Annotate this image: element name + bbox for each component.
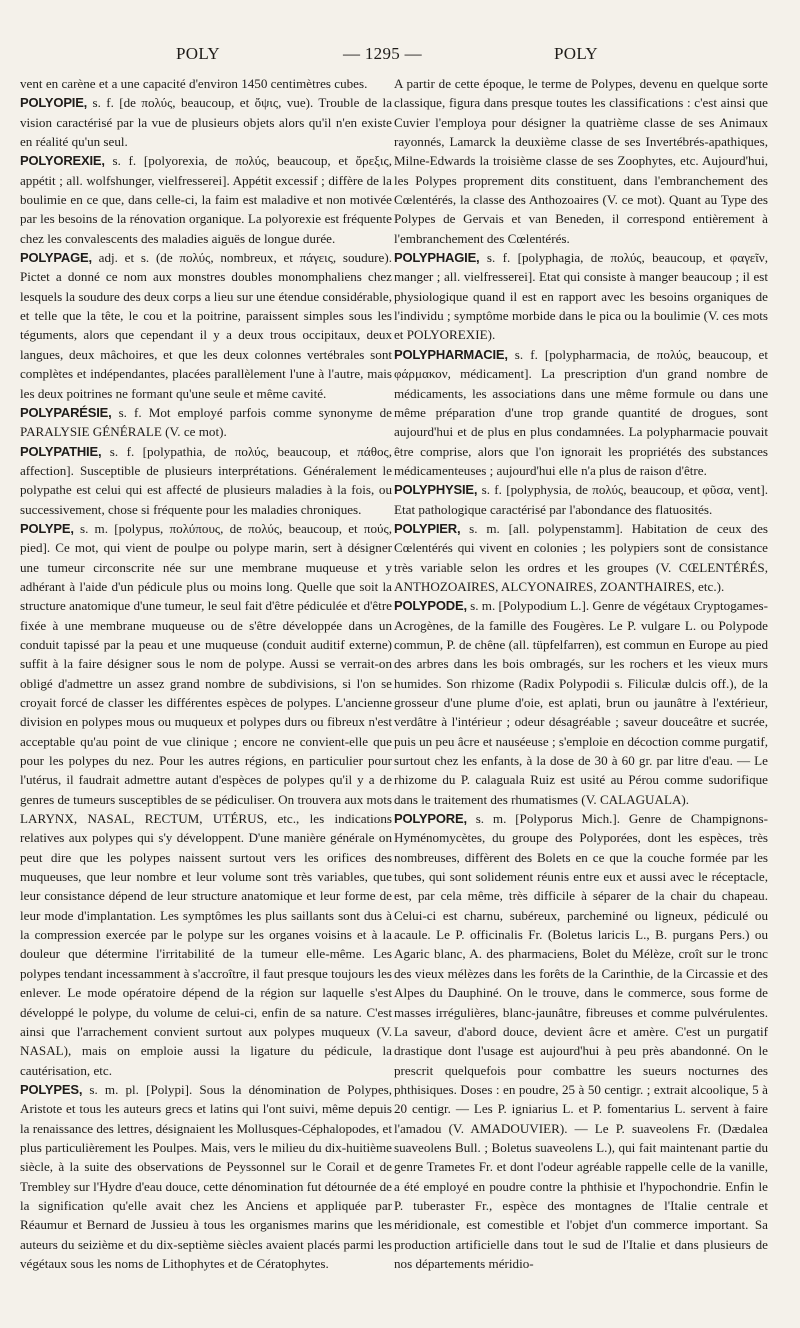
definition: s. m. pl. [Polypi]. Sous la dénomination de Polypes, Aristote et tous les auteurs grecs et latins qui l'ont suivi, même depuis la renaissance des lettres, désignaient les Mollusques-Céphalopodes, et plus particulièrement les Poulpes. Mais, vers le milieu du dix-huitième siècle, à la suite des observations de Peyssonnel sur le Corail et de Trembley sur l'Hydre d'eau douce, cette dénomination fut détournée de la signification qu'elle avait chez les Anciens et appliquée par Réaumur et Bernard de Jussieu à tous les organismes marins que les auteurs du seizième et du dix-septième siècles avaient placés parmi les végétaux sous les noms de Lithophytes et de Cératophytes.: [20, 1081, 392, 1271]
definition: s. f. [polyphagia, de πολύς, beaucoup, et φαγεῖν, manger ; all. vielfresserei]. Etat qui consiste à manger beaucoup ; il est physiologique quand il est en rapport avec les besoins organiques de l'individu ; symptôme morbide dans le pica ou la boulimie (V. ces mots et POLYOREXIE).: [394, 250, 768, 343]
headword: POLYPAGE,: [20, 250, 92, 266]
headword: POLYPHARMACIE,: [394, 346, 508, 362]
entry-polypage: [20, 248, 392, 403]
entry-polypore: [394, 809, 768, 1273]
headword: POLYOPIE,: [20, 95, 88, 111]
definition: adj. et s. (de πολύς, nombreux, et πάγεις, soudure). Pictet a donné ce nom aux monstres doubles monomphaliens chez lesquels la soudure des deux corps a lieu sur une étendue considérable, et telle que la tête, le cou et la poitrine, paraissent simples sous les téguments, alors que cependant il y a deux trous occipitaux, deux langues, deux mâchoires, et que les deux colonnes vertébrales sont complètes et indépendantes, placées parallèlement l'une à l'autre, mais les deux poitrines ne formant qu'une seule et même cavité.: [20, 250, 392, 401]
entry-polyphagie: [394, 248, 768, 345]
entry-continuation: A partir de cette époque, le terme de Polypes, devenu en quelque sorte classique, figura dans presque toutes les classifications : c'est ainsi que Cuvier l'employa pour désigner la quatrième classe de ses Animaux rayonnés, Lamarck la deuxième classe de ses Invertébrés-apathiques, Milne-Edwards la troisième classe de ses Zoophytes, etc. Aujourd'hui, les Polypes proprement dits constituent, dans l'embranchement des Cœlentérés, la classe des Anthozoaires (V. ce mot). Quant au Type des Polypes de Gervais et van Beneden, il correspond entièrement à l'embranchement des Cœlentérés.: [394, 76, 768, 246]
headword: POLYPES,: [20, 1081, 83, 1097]
headword: POLYPORE,: [394, 811, 467, 827]
headword: POLYPHYSIE,: [394, 482, 478, 498]
entry-polype: [20, 519, 392, 1080]
definition: s. f. [polyorexia, de πολύς, beaucoup, et ὄρεξις, appétit ; all. wolfshunger, vielfresserei]. Appétit excessif ; diffère de la boulimie en ce que, dans celle-ci, la faim est maladive et non motivée par les besoins de la rénovation organique. La polyorexie est fréquente chez les convalescents des maladies aiguës de longue durée.: [20, 153, 392, 246]
entry-polypier: [394, 519, 768, 596]
entry-continuation: vent en carène et a une capacité d'environ 1450 centimètres cubes.: [20, 76, 368, 91]
header-right-word: POLY: [554, 44, 598, 63]
definition: s. f. Mot employé parfois comme synonyme de PARALYSIE GÉNÉRALE (V. ce mot).: [20, 404, 392, 440]
header-left-word: POLY: [176, 44, 220, 63]
definition: s. m. [polypus, πολύπους, de πολύς, beaucoup, et πούς, pied]. Ce mot, qui vient de poulpe ou polype marin, sert à désigner une tumeur circonscrite née sur une membrane muqueuse et y adhérant à l'aide d'un pédicule plus ou moins long. Quelle que soit la structure anatomique d'une tumeur, le seul fait d'être pédiculée et d'être fixée à une membrane muqueuse ou de s'être développée dans un conduit tapissé par la peau et une muqueuse (conduit auditif externe) suffit à la faire désigner sous le nom de polype. Aussi se verrait-on obligé d'admettre un assez grand nombre de subdivisions, si l'on se croyait forcé de classer les différentes espèces de polypes. L'ancienne division en polypes mous ou muqueux et polypes durs ou fibreux n'est acceptable qu'au point de vue clinique ; encore ne convient-elle que pour les polypes du nez. Pour les autres régions, en particulier pour l'utérus, il faudrait admettre autant d'espèces de polypes qu'il y a de genres de tumeurs susceptibles de se pédiculiser. On trouvera aux mots LARYNX, NASAL, RECTUM, UTÉRUS, etc., les indications relatives aux polypes qui s'y développent. D'une manière générale on peut dire que les polypes naissent surtout vers les orifices des muqueuses, que leur nombre et leur volume sont très variables, que leur consistance dépend de leur structure anatomique et leur forme de leur mode d'implantation. Les symptômes les plus saillants sont dus à la compression exercée par le polype sur les organes voisins et à la douleur que détermine l'irritabilité de la tumeur elle-même. Les polypes tendant incessamment à s'accroître, il faut presque toujours les enlever. Le mode opératoire dépend de la région sur laquelle s'est développé le polype, du volume de celui-ci, enfin de sa nature. C'est ainsi que l'arrachement convient surtout aux polypes muqueux (V. NASAL), mais on emploie aussi la ligature du pédicule, la cautérisation, etc.: [20, 520, 392, 1078]
entry-polyorexie: [20, 151, 392, 248]
left-column: [20, 74, 392, 1314]
entry-polypode: [394, 596, 768, 809]
headword: POLYPHAGIE,: [394, 250, 480, 266]
running-header: [0, 44, 800, 74]
entry-polyopie: [20, 93, 392, 151]
definition: s. f. [polypathia, de πολύς, beaucoup, et πάθος, affection]. Susceptible de plusieurs interprétations. Généralement le polypathe est celui qui est affecté de plusieurs maladies à la fois, ou successivement, chose si fréquente pour les maladies chroniques.: [20, 443, 392, 517]
entry-polypharmacie: [394, 345, 768, 480]
definition: s. m. [Polypodium L.]. Genre de végétaux Cryptogames-Acrogènes, de la famille des Fougères. Le P. vulgare L. ou Polypode commun, P. de chêne (all. tüpfelfarren), est commun en Europe au pied des arbres dans les bois ombragés, sur les rochers et les vieux murs humides. Son rhizome (Radix Polypodii s. Filiculæ dulcis off.), de la grosseur d'une plume d'oie, est aplati, brun ou jaunâtre à l'extérieur, verdâtre à l'intérieur ; odeur désagréable ; saveur douceâtre et sucrée, puis un peu âcre et nauséeuse ; s'emploie en décoction comme purgatif, surtout chez les enfants, à la dose de 30 à 60 gr. par litre d'eau. — Le rhizome du P. calaguala Ruiz est usité au Pérou comme sudorifique dans le traitement des rhumatismes (V. CALAGUALA).: [394, 598, 768, 807]
headword: POLYPARÉSIE,: [20, 404, 112, 420]
headword: POLYPODE,: [394, 598, 467, 614]
definition: s. f. [polypharmacia, de πολύς, beaucoup, et φάρμακον, médicament]. La prescription d'un grand nombre de médicaments, les associations dans une même formule ou dans une même préparation d'une trop grande quantité de drogues, sont aujourd'hui et de plus en plus condamnées. La polypharmacie pouvait être comprise, alors que l'on ignorait les propriétés des substances médicamenteuses ; aujourd'hui elle n'a plus de raison d'être.: [394, 346, 768, 478]
definition: s. f. [de πολύς, beaucoup, et ὄψις, vue). Trouble de la vision caractérisé par la vue de plusieurs objets alors qu'il n'en existe en réalité qu'un seul.: [20, 95, 392, 150]
headword: POLYOREXIE,: [20, 153, 105, 169]
definition: s. m. [Polyporus Mich.]. Genre de Champignons-Hyménomycètes, du groupe des Polyporées, dont les espèces, très nombreuses, diffèrent des Bolets en ce que la couche formée par les tubes, qui sont solidement réunis entre eux et aussi avec le réceptacle, est, par cela même, très difficile à séparer de la chair du chapeau. Celui-ci est charnu, subéreux, parcheminé ou ligneux, pédiculé ou acaule. Le P. officinalis Fr. (Boletus laricis L., B. purgans Pers.) ou Agaric blanc, A. des pharmaciens, Bolet du Mélèze, croît sur le tronc des vieux mélèzes dans les forêts de la Carinthie, de la Circassie et des Alpes du Dauphiné. On le trouve, dans le commerce, sous forme de masses irrégulières, blanc-jaunâtre, fibreuses et comme pulvérulentes. La saveur, d'abord douce, devient âcre et amère. C'est un purgatif drastique dont l'usage est aujourd'hui à peu près abandonné. On le prescrit quelquefois pour combattre les sueurs nocturnes des phthisiques. Doses : en poudre, 25 à 50 centigr. ; extrait alcoolique, 5 à 20 centigr. — Les P. igniarius L. et P. fomentarius L. servent à faire l'amadou (V. AMADOUVIER). — Le P. suaveolens Fr. (Dædalea suaveolens Bull. ; Boletus suaveolens L.), qui fait maintenant partie du genre Trametes Fr. et dont l'odeur agréable rappelle celle de la vanille, a été employé en poudre contre la phthisie et l'hypochondrie. Enfin le P. tuberaster Fr., espèce des montagnes de l'Italie centrale et méridionale, est comestible et l'objet d'un commerce important. Sa production artificielle dans tout le sud de l'Italie et dans plusieurs de nos départements méridio-: [394, 811, 768, 1271]
entry-polypes: [20, 1080, 392, 1273]
right-column: [394, 74, 768, 1314]
entry-polypathie: [20, 442, 392, 519]
entry-polyparesie: [20, 403, 392, 442]
definition: s. m. [all. polypenstamm]. Habitation de ceux des Cœlentérés qui vivent en colonies ; les polypiers sont de consistance très variable selon les ordres et les groupes (V. CŒLENTÉRÉS, ANTHOZOAIRES, ALCYONAIRES, ZOANTHAIRES, etc.).: [394, 520, 768, 594]
headword: POLYPIER,: [394, 520, 461, 536]
entry-polyphysie: [394, 480, 768, 519]
page-number: — 1295 —: [343, 44, 422, 63]
headword: POLYPATHIE,: [20, 443, 102, 459]
definition: s. f. [polyphysia, de πολύς, beaucoup, et φῦσα, vent]. Etat pathologique caractérisé par l'abondance des flatuosités.: [394, 482, 768, 517]
headword: POLYPE,: [20, 520, 74, 536]
